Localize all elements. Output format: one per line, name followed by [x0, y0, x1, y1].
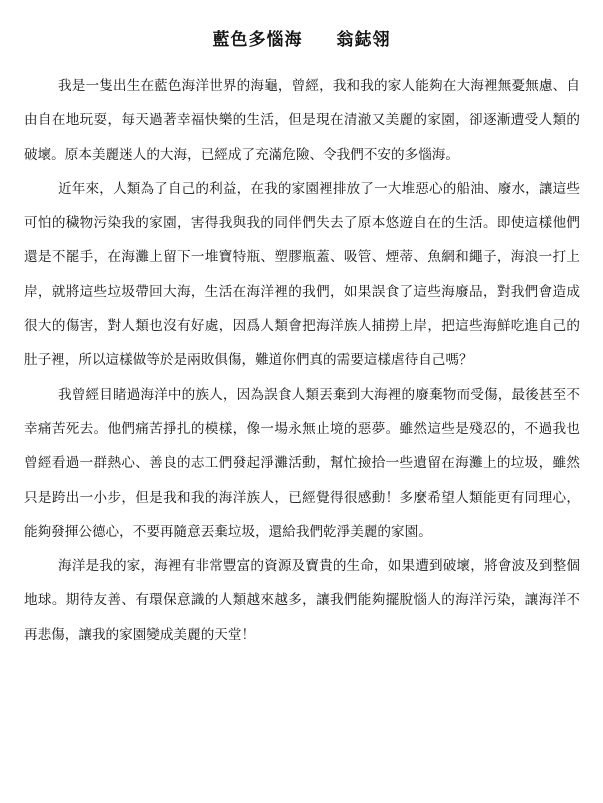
title-row [0, 25, 603, 50]
page-title: 藍色多惱海 [212, 30, 303, 50]
author-name: 翁鋕翎 [336, 30, 391, 50]
paragraph-2: 近年來，人類為了自己的利益，在我的家園裡排放了一大堆惡心的船油、廢水，讓這些可怕的穢物污染我的家園，害得我與我的同伴們失去了原本悠遊自在的生活。即使這樣他們還是不罷手，在海灘上留下一堆寶特瓶、塑膠瓶蓋、吸管、煙蒂、魚網和繩子，海浪一打上岸，就將這些垃圾帶回大海，生活在海洋裡的我們，如果誤食了這些海廢品，對我們會造成很大的傷害，對人類也沒有好處，因爲人類會把海洋族人捕撈上岸，把這些海鮮吃進自己的肚子裡，所以這樣做等於是兩敗俱傷，難道你們真的需要這樣虐待自己嗎？ [24, 180, 580, 369]
paragraph-3: 我曾經目睹過海洋中的族人，因為誤食人類丟棄到大海裡的廢棄物而受傷，最後甚至不幸痛苦死去。他們痛苦掙扎的模樣，像一場永無止境的惡夢。雖然這些是殘忍的，不過我也曾經看過一群熱心、善良的志工們發起淨灘活動，幫忙撿拾一些遺留在海灘上的垃圾，雖然只是跨出一小步，但是我和我的海洋族人，已經覺得很感動！多麼希望人類能更有同理心，能夠發揮公德心，不要再隨意丟棄垃圾，還給我們乾淨美麗的家園。 [24, 386, 580, 540]
paragraph-1: 我是一隻出生在藍色海洋世界的海龜，曾經，我和我的家人能夠在大海裡無憂無慮、自由自在地玩耍，每天過著幸福快樂的生活，但是現在清澈又美麗的家園，卻逐漸遭受人類的破壞。原本美麗迷人的大海，已經成了充滿危險、令我們不安的多惱海。 [24, 78, 580, 163]
paragraph-4: 海洋是我的家，海裡有非常豐富的資源及寶貴的生命，如果遭到破壞，將會波及到整個地球。期待友善、有環保意識的人類越來越多，讓我們能夠擺脫惱人的海洋污染，讓海洋不再悲傷，讓我的家園變成美麗的天堂！ [24, 558, 580, 643]
article-body [24, 69, 580, 652]
